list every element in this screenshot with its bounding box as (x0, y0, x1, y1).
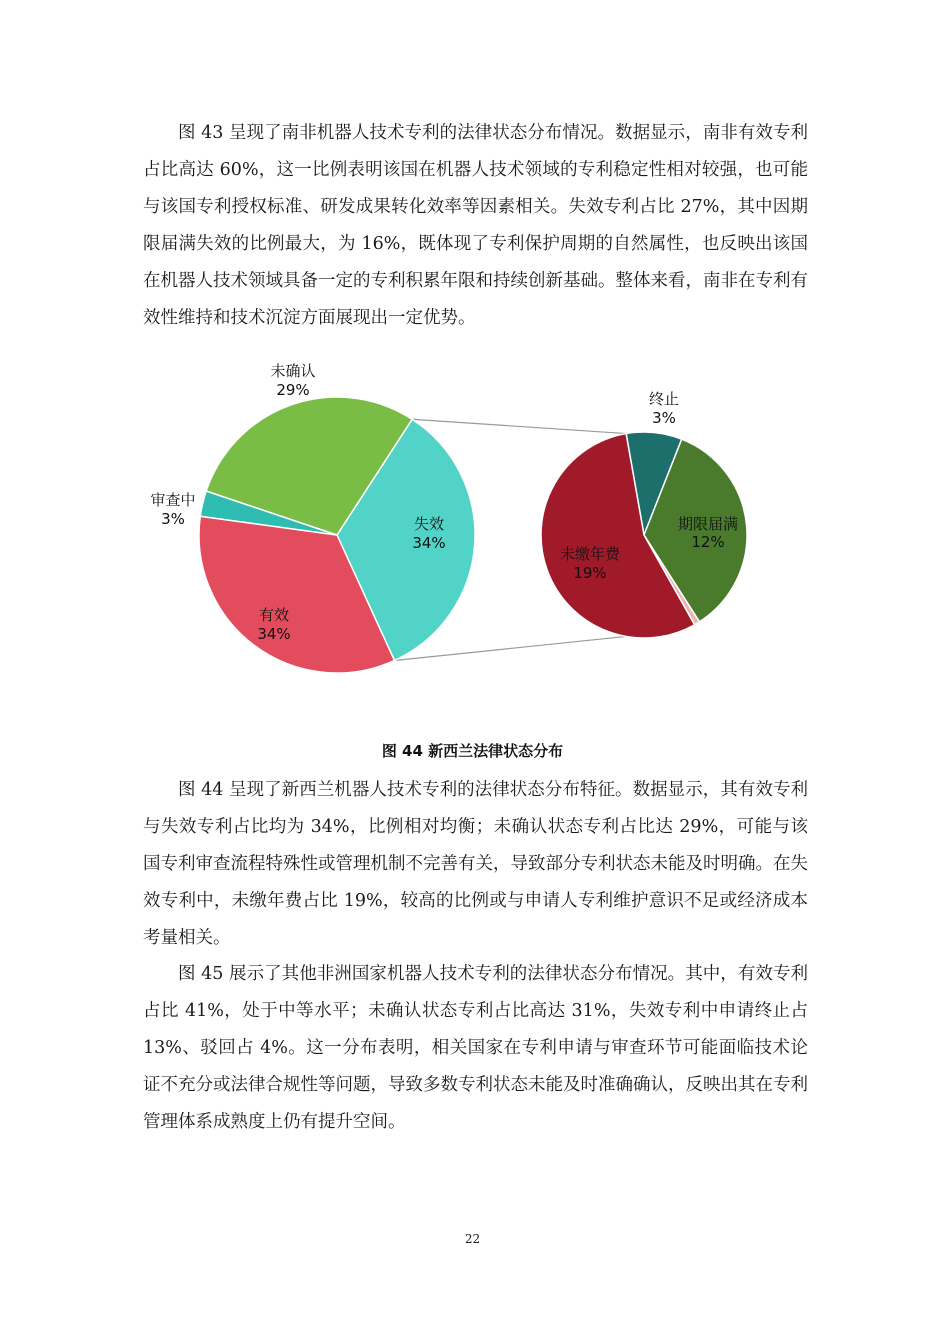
label-weiqueren-pct: 29% (276, 381, 310, 399)
label-shixiao-pct: 34% (412, 534, 446, 552)
label-youxiao-name: 有效 (258, 606, 290, 624)
paragraph-fig43-description: 图 43 呈现了南非机器人技术专利的法律状态分布情况。数据显示，南非有效专利占比高达 60%，这一比例表明该国在机器人技术领域的专利稳定性相对较强，也可能与该国专利授权标准、研发成果转化效率等因素相关。失效专利占比 27%，其中因期限届满失效的比例最大，为 16%，既体现了专利保护周期的自然属性，也反映出该国在机器人技术领域具备一定的专利积累年限和持续创新基础。整体来看，南非在专利有效性维持和技术沉淀方面展现出一定优势。 (143, 123, 808, 328)
label-zhongzhi-pct: 3% (652, 409, 676, 427)
label-qixianjieman-name: 期限届满 (677, 515, 739, 533)
page-number: 22 (464, 1232, 481, 1246)
label-weijiaonianfei-pct: 19% (573, 564, 607, 582)
label-weijiaonianfei-name: 未缴年费 (559, 545, 621, 563)
paragraph-fig44-description: 图 44 呈现了新西兰机器人技术专利的法律状态分布特征。数据显示，其有效专利与失效专利占比均为 34%，比例相对均衡；未确认状态专利占比达 29%，可能与该国专利审查流程特殊性或管理机制不完善有关，导致部分专利状态未能及时明确。在失效专利中，未缴年费占比 19%，较高的比例或与申请人专利维护意识不足或经济成本考量相关。 (143, 780, 808, 948)
label-shixiao-name: 失效 (413, 515, 445, 533)
legal-status-pie-chart (130, 350, 810, 690)
paragraph-fig45-description: 图 45 展示了其他非洲国家机器人技术专利的法律状态分布情况。其中，有效专利占比 41%，处于中等水平；未确认状态专利占比高达 31%，失效专利中申请终止占 13%、驳回占 4%。这一分布表明，相关国家在专利申请与审查环节可能面临技术论证不充分或法律合规性等问题，导致多数专利状态未能及时准确确认，反映出其在专利管理体系成熟度上仍有提升空间。 (143, 964, 808, 1132)
label-shenchazhong-name: 审查中 (150, 491, 196, 509)
label-youxiao-pct: 34% (257, 625, 291, 643)
label-weiqueren-name: 未确认 (270, 362, 316, 380)
connector-line-top (412, 419, 626, 433)
label-shenchazhong-pct: 3% (161, 510, 185, 528)
label-zhongzhi-name: 终止 (648, 390, 680, 408)
figure-caption: 图 44 新西兰法律状态分布 (381, 742, 564, 760)
connector-line-bottom (394, 636, 626, 660)
label-qixianjieman-pct: 12% (691, 533, 725, 551)
